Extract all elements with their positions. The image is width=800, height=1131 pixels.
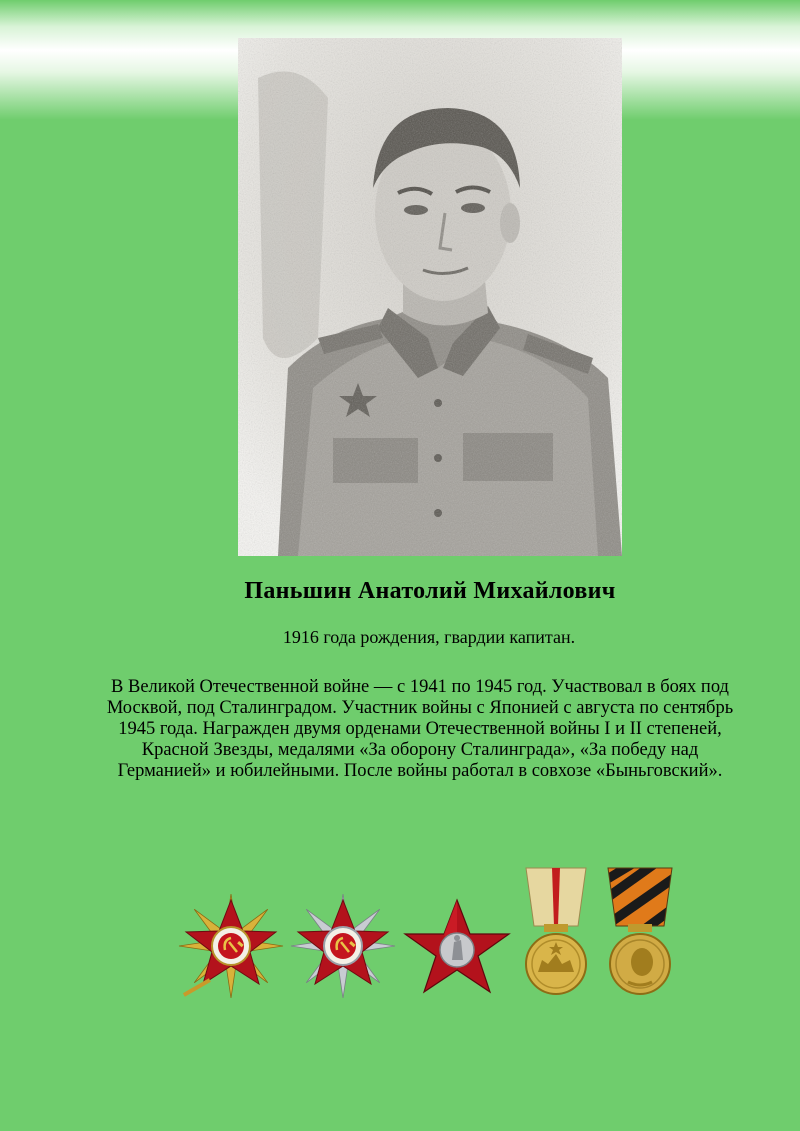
person-biography: В Великой Отечественной войне — с 1941 по 1945 год. Участвовал в боях под Москвой, под Сталинградом. Участник войны с Японией с августа по сентябрь 1945 года. Награжден двумя орденами Отечественной войны I и II степеней, Красной Звезды, медалями «За оборону Сталинграда», «За победу над Германией» и юбилейными. После войны работал в совхозе «Быньговский». [106, 677, 734, 781]
soldier-portrait-photo [238, 38, 622, 556]
medal-defense-of-stalingrad-icon [516, 864, 596, 1009]
medal-victory-over-germany-icon [600, 864, 680, 1009]
order-red-star-icon [402, 898, 512, 1003]
order-patriotic-war-1st-class-icon [176, 888, 286, 1005]
awards-row [170, 860, 710, 1020]
person-subtitle: 1916 года рождения, гвардии капитан. [282, 627, 576, 647]
person-name: Паньшин Анатолий Михайлович [244, 578, 616, 604]
order-patriotic-war-2nd-class-icon [288, 888, 398, 1005]
